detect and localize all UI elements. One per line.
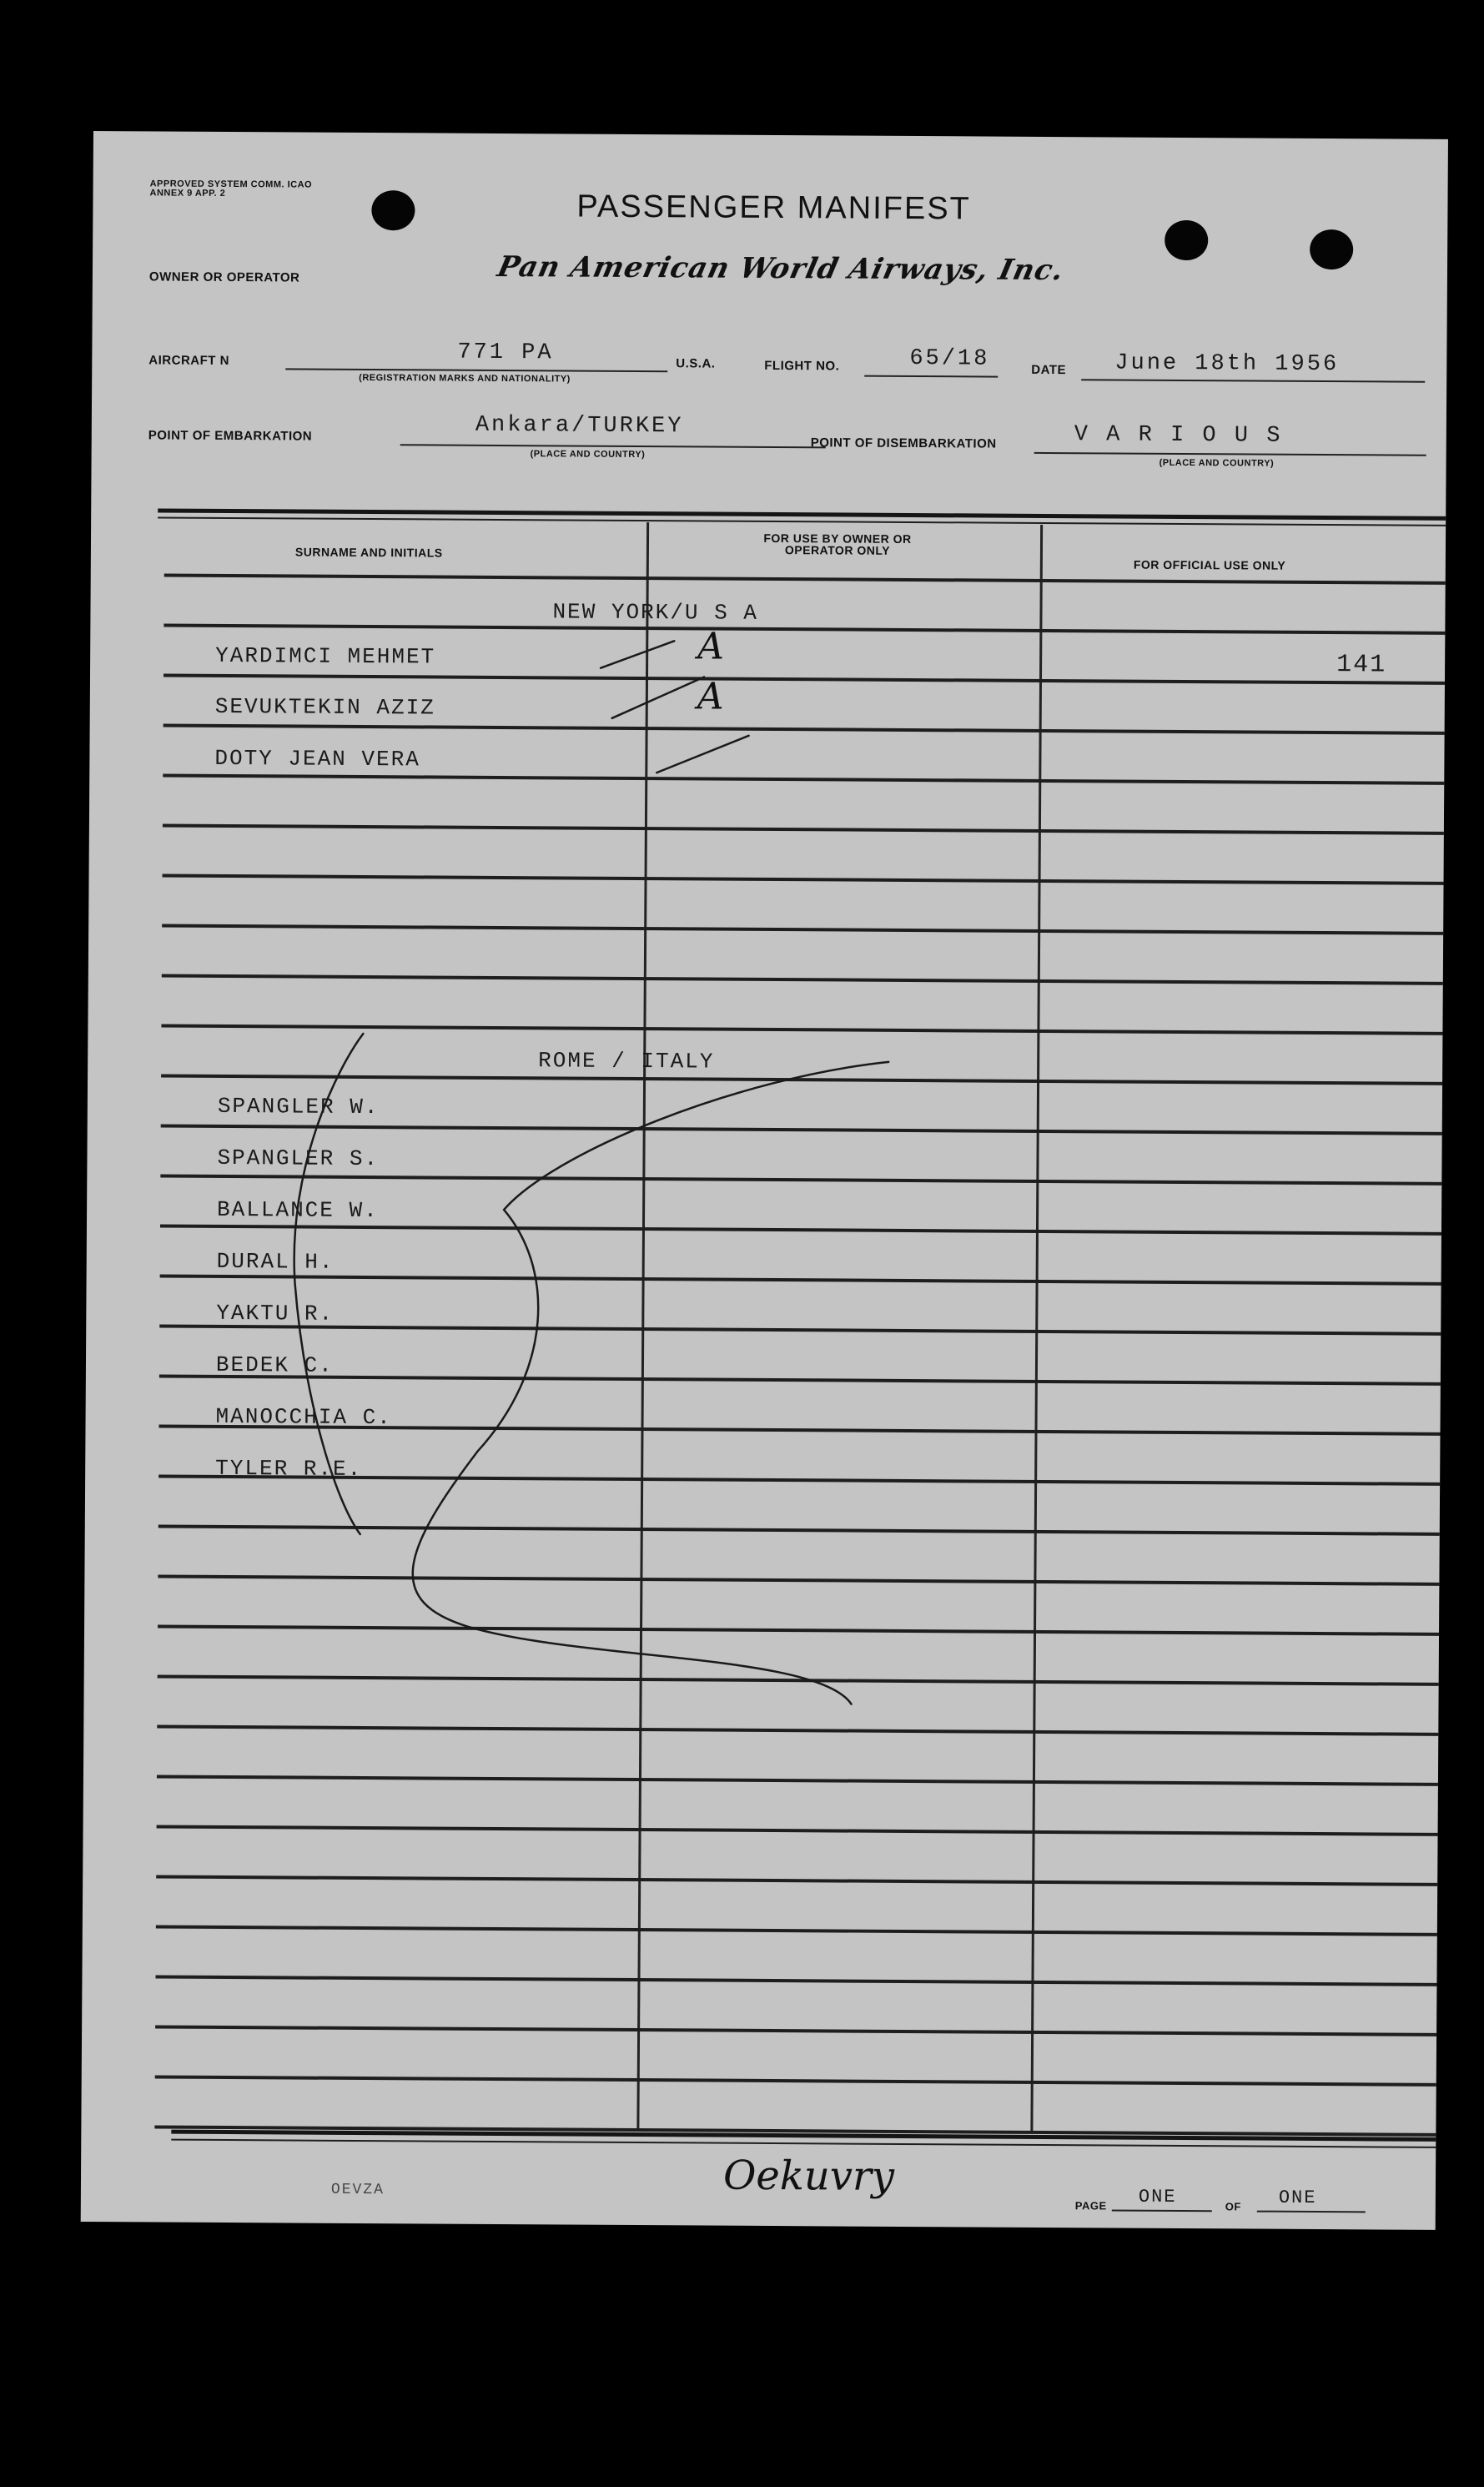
disembarkation-value: V A R I O U S — [1074, 422, 1283, 449]
registration-value: 771 PA — [457, 340, 554, 366]
tick-mark — [612, 677, 704, 719]
passenger-name: TYLER R.E. — [215, 1455, 363, 1482]
owner-mark: A — [697, 675, 724, 718]
registration-caption: (REGISTRATION MARKS AND NATIONALITY) — [359, 372, 571, 385]
passenger-name: DURAL H. — [216, 1248, 335, 1275]
disembarkation-label: POINT OF DISEMBARKATION — [810, 435, 997, 451]
disembarkation-caption: (PLACE AND COUNTRY) — [1159, 457, 1275, 469]
passenger-name: BALLANCE W. — [217, 1196, 379, 1224]
embarkation-label: POINT OF EMBARKATION — [148, 428, 313, 444]
destination-heading: NEW YORK/U S A — [552, 599, 759, 626]
owner-label: OWNER OR OPERATOR — [148, 269, 300, 285]
signer-typed-name: OEVZA — [330, 2181, 385, 2199]
page-label: PAGE — [1074, 2199, 1107, 2213]
passenger-name: SPANGLER W. — [217, 1093, 380, 1120]
aircraft-label: AIRCRAFT N — [148, 353, 230, 369]
total-pages: ONE — [1278, 2187, 1317, 2209]
nationality: U.S.A. — [676, 356, 716, 371]
official-column-header: FOR OFFICIAL USE ONLY — [1133, 557, 1286, 572]
flight-number: 65/18 — [909, 345, 990, 372]
surname-column-header: SURNAME AND INITIALS — [294, 545, 443, 560]
passenger-name: YAKTU R. — [216, 1300, 335, 1327]
operator-name: Pan American World Airways, Inc. — [494, 249, 1068, 288]
tick-mark — [656, 735, 748, 773]
flight-date: June 18th 1956 — [1114, 350, 1340, 378]
flight-label: FLIGHT NO. — [764, 358, 840, 374]
passenger-name: SPANGLER S. — [217, 1145, 380, 1172]
passenger-name: SEVUKTEKIN AZIZ — [214, 693, 435, 721]
pen-stroke — [412, 1059, 888, 1704]
passenger-name: YARDIMCI MEHMET — [215, 642, 436, 670]
destination-heading: ROME / ITALY — [538, 1048, 715, 1075]
of-label: OF — [1225, 2200, 1241, 2213]
passenger-name: DOTY JEAN VERA — [214, 745, 420, 773]
passenger-name: MANOCCHIA C. — [215, 1403, 392, 1431]
owner-column-header: FOR USE BY OWNER OR OPERATOR ONLY — [763, 531, 912, 557]
signature: Oekuvry — [722, 2152, 895, 2200]
date-label: DATE — [1031, 362, 1067, 378]
passenger-name: BEDEK C. — [215, 1352, 334, 1378]
approval-stamp: APPROVED SYSTEM COMM. ICAO ANNEX 9 APP. 2 — [149, 179, 313, 199]
embarkation-value: Ankara/TURKEY — [475, 412, 684, 440]
page-number: ONE — [1138, 2186, 1177, 2208]
embarkation-caption: (PLACE AND COUNTRY) — [530, 449, 646, 461]
tick-mark — [601, 641, 674, 669]
owner-mark: A — [697, 625, 725, 668]
pen-stroke — [293, 1034, 364, 1534]
official-note: 141 — [1336, 651, 1387, 680]
handwritten-strokes — [81, 131, 1448, 2230]
manifest-sheet — [81, 131, 1448, 2230]
document-title: PASSENGER MANIFEST — [576, 189, 971, 227]
